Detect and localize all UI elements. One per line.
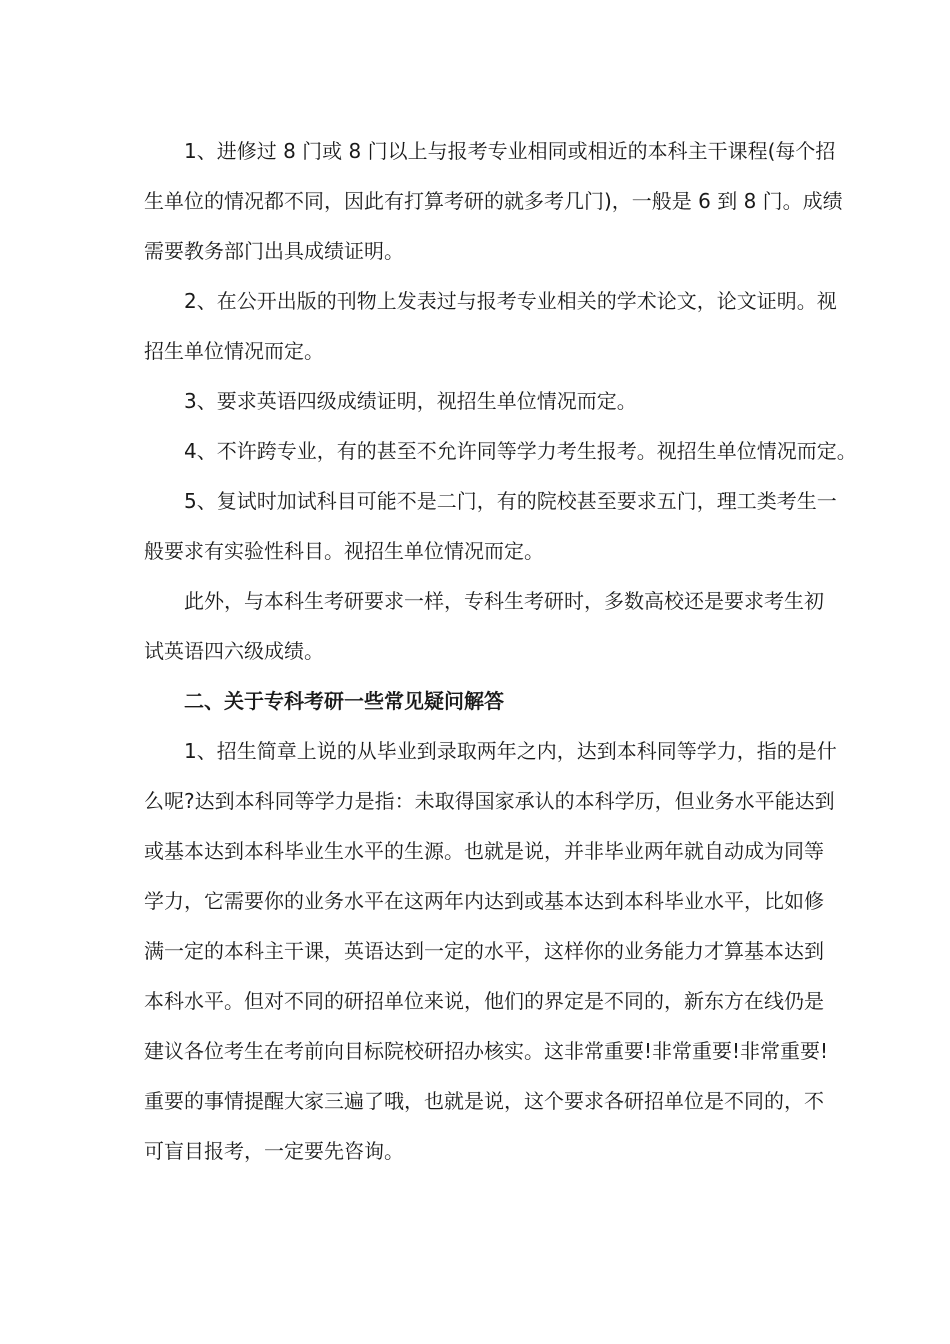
paragraph-line: 2、在公开出版的刊物上发表过与报考专业相关的学术论文，论文证明。视: [184, 289, 837, 313]
paragraph-line: 4、不许跨专业，有的甚至不允许同等学力考生报考。视招生单位情况而定。: [184, 439, 857, 463]
paragraph-line: 试英语四六级成绩。: [144, 639, 324, 663]
paragraph-1: [144, 126, 843, 276]
paragraph-line: 重要的事情提醒大家三遍了哦，也就是说，这个要求各研招单位是不同的，不: [144, 1089, 824, 1113]
paragraph-line: 需要教务部门出具成绩证明。: [144, 239, 404, 263]
paragraph-line: 1、招生简章上说的从毕业到录取两年之内，达到本科同等学力，指的是什: [184, 739, 837, 763]
paragraph-4: [144, 426, 857, 476]
paragraph-7: [144, 726, 837, 1176]
paragraph-line: 可盲目报考，一定要先咨询。: [144, 1139, 404, 1163]
paragraph-2: [144, 276, 837, 376]
paragraph-line: 么呢?达到本科同等学力是指：未取得国家承认的本科学历，但业务水平能达到: [144, 789, 835, 813]
paragraph-5: [144, 476, 837, 576]
paragraph-line: 生单位的情况都不同，因此有打算考研的就多考几门)，一般是 6 到 8 门。成绩: [144, 189, 843, 213]
paragraph-line: 此外，与本科生考研要求一样，专科生考研时，多数高校还是要求考生初: [184, 589, 824, 613]
paragraph-3: [144, 376, 816, 426]
paragraph-line: 学力，它需要你的业务水平在这两年内达到或基本达到本科毕业水平，比如修: [144, 889, 824, 913]
paragraph-line: 满一定的本科主干课，英语达到一定的水平，这样你的业务能力才算基本达到: [144, 939, 824, 963]
section-heading-text: 二、关于专科考研一些常见疑问解答: [184, 689, 504, 713]
paragraph-line: 本科水平。但对不同的研招单位来说，他们的界定是不同的，新东方在线仍是: [144, 989, 824, 1013]
paragraph-line: 建议各位考生在考前向目标院校研招办核实。这非常重要!非常重要!非常重要!: [144, 1039, 829, 1063]
section-heading: [144, 676, 816, 726]
paragraph-line: 招生单位情况而定。: [144, 339, 324, 363]
paragraph-line: 1、进修过 8 门或 8 门以上与报考专业相同或相近的本科主干课程(每个招: [184, 139, 836, 163]
document-body: [144, 126, 857, 1176]
paragraph-line: 5、复试时加试科目可能不是二门，有的院校甚至要求五门，理工类考生一: [184, 489, 837, 513]
paragraph-line: 般要求有实验性科目。视招生单位情况而定。: [144, 539, 544, 563]
paragraph-line: 或基本达到本科毕业生水平的生源。也就是说，并非毕业两年就自动成为同等: [144, 839, 824, 863]
paragraph-line: 3、要求英语四级成绩证明，视招生单位情况而定。: [184, 389, 637, 413]
paragraph-6: [144, 576, 824, 676]
